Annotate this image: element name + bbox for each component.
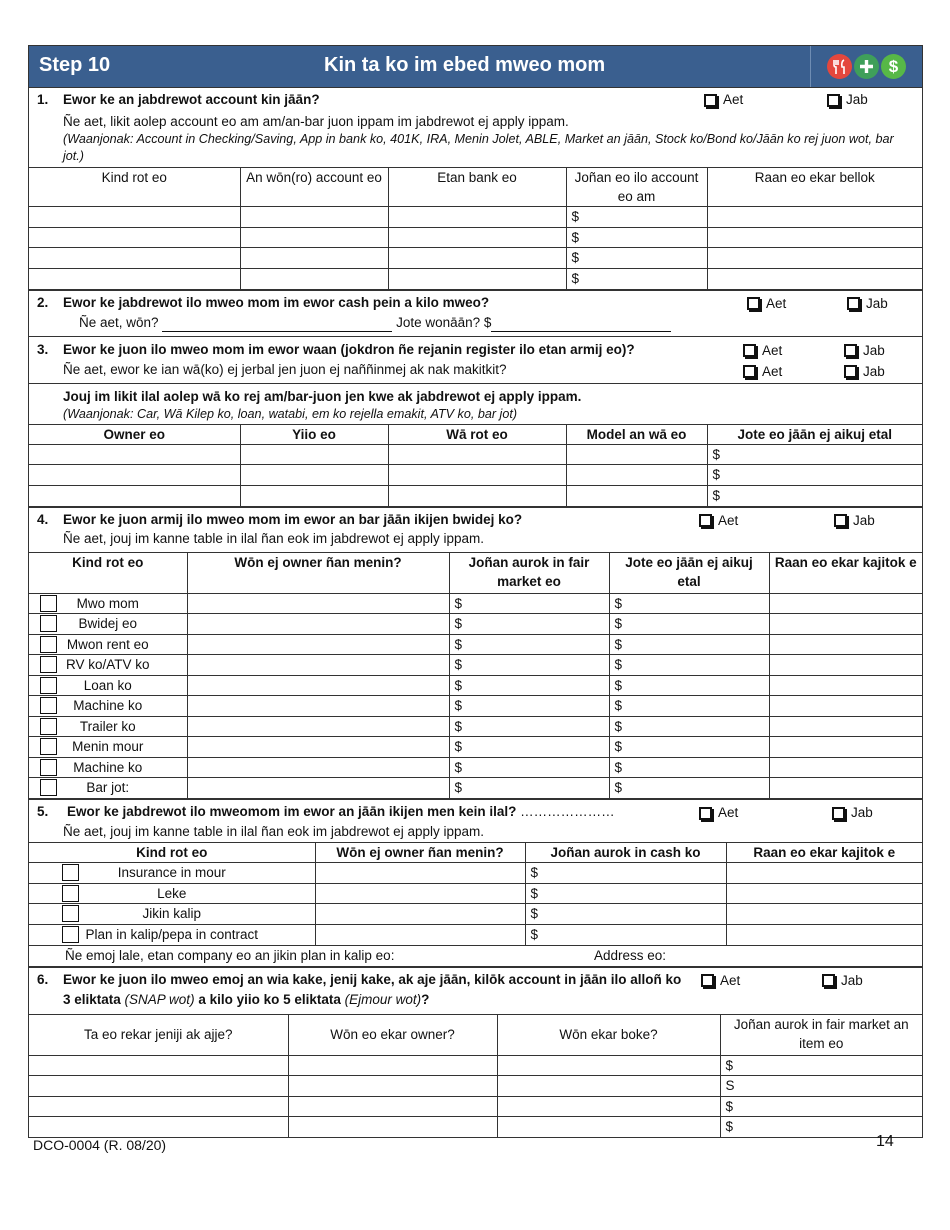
q6-text-part: a kilo yiio ko 5 eliktata: [194, 991, 345, 1007]
question-1-text: Ewor ke an jabdrewot account kin jāān?: [63, 92, 320, 107]
checkbox-icon: [747, 297, 760, 310]
checkbox-icon: [822, 974, 835, 987]
row-checkbox[interactable]: [40, 779, 57, 796]
checkbox-icon: [699, 514, 712, 527]
table-cell[interactable]: [240, 248, 388, 269]
row-checkbox[interactable]: [62, 864, 79, 881]
value-cell[interactable]: $: [449, 634, 609, 655]
yes-label: Aet: [762, 363, 783, 379]
owner-cell[interactable]: [315, 883, 525, 904]
table-cell[interactable]: [29, 1117, 288, 1138]
owed-cell[interactable]: $: [609, 778, 769, 799]
table-cell[interactable]: [288, 1117, 497, 1138]
q5-no-checkbox[interactable]: [832, 803, 873, 823]
type-cell: [29, 675, 187, 696]
owed-cell[interactable]: $: [609, 696, 769, 717]
type-cell: [29, 737, 187, 758]
row-checkbox[interactable]: [40, 697, 57, 714]
amount-cell[interactable]: $: [720, 1096, 922, 1117]
amount-label: Jote wonāān? $: [396, 314, 492, 330]
question-number: 2.: [37, 294, 49, 310]
q6-no-checkbox[interactable]: [822, 971, 863, 991]
owner-cell[interactable]: [315, 924, 525, 945]
checkbox-icon: [699, 807, 712, 820]
row-checkbox[interactable]: [40, 677, 57, 694]
table-cell[interactable]: [497, 1117, 720, 1138]
q3b-yes-checkbox[interactable]: [743, 362, 782, 382]
question-number: 1.: [37, 92, 49, 107]
column-header: Owner eo: [29, 424, 240, 444]
row-checkbox[interactable]: [62, 926, 79, 943]
date-cell[interactable]: [726, 863, 922, 884]
table-cell[interactable]: [707, 227, 922, 248]
amount-cell[interactable]: $: [707, 485, 922, 506]
date-cell[interactable]: [769, 655, 922, 676]
owed-cell[interactable]: $: [609, 655, 769, 676]
date-cell[interactable]: [769, 716, 922, 737]
table-row: [29, 737, 922, 758]
table-row: [29, 778, 922, 799]
date-cell[interactable]: [726, 924, 922, 945]
table-row: [29, 1117, 922, 1138]
no-label: Jab: [851, 805, 873, 820]
column-header: Raan eo ekar kajitok e: [769, 552, 922, 593]
form-code: DCO-0004 (R. 08/20): [33, 1137, 167, 1153]
table-cell[interactable]: [388, 268, 566, 289]
column-header: Kind rot eo: [29, 843, 315, 863]
table-row: [29, 655, 922, 676]
amount-cell[interactable]: $: [707, 465, 922, 486]
dollar-icon: $: [881, 54, 906, 79]
asset-type-label: Leke: [157, 885, 187, 901]
owed-cell[interactable]: $: [609, 614, 769, 635]
q4-instruction: Ñe aet, jouj im kanne table in ilal ñan eok im jabdrewot ej apply ippam.: [63, 530, 484, 546]
column-header: Joñan eo ilo account eo am: [566, 168, 707, 207]
column-header: Wōn ekar boke?: [497, 1014, 720, 1055]
table-cell[interactable]: [29, 227, 240, 248]
q2-yes-checkbox[interactable]: [747, 294, 786, 314]
checkbox-icon: [844, 365, 857, 378]
column-header: Joñan aurok in fair market an item eo: [720, 1014, 922, 1055]
checkbox-icon: [701, 974, 714, 987]
property-type-label: Trailer ko: [79, 718, 136, 734]
property-type-label: Mwon rent eo: [66, 636, 149, 652]
table-cell[interactable]: [29, 465, 240, 486]
question-number: 5.: [37, 804, 49, 819]
table-row: [29, 268, 922, 289]
address-label: Address eo:: [594, 947, 667, 963]
checkbox-icon: [743, 344, 756, 357]
checkbox-icon: [704, 94, 717, 107]
table-row: [29, 593, 922, 614]
q3-example: (Waanjonak: Car, Wā Kilep ko, loan, watabi, em ko rejella emakit, ATV ko, bar jot): [63, 406, 518, 421]
date-cell[interactable]: [769, 778, 922, 799]
amount-cell[interactable]: $: [720, 1055, 922, 1076]
cash-value-cell[interactable]: $: [525, 883, 726, 904]
value-cell[interactable]: $: [449, 614, 609, 635]
type-cell: [29, 614, 187, 635]
no-label: Jab: [866, 295, 888, 311]
table-row: [29, 444, 922, 465]
table-cell[interactable]: [388, 248, 566, 269]
type-cell: [29, 883, 315, 904]
table-cell[interactable]: [29, 248, 240, 269]
table-row: [29, 227, 922, 248]
table-cell[interactable]: [388, 227, 566, 248]
question-1-section: [29, 88, 922, 290]
q6-yes-checkbox[interactable]: [701, 971, 740, 991]
column-header: Wōn ej owner ñan menin?: [315, 843, 525, 863]
table-cell[interactable]: [29, 485, 240, 506]
property-type-label: Machine ko: [73, 698, 143, 713]
asset-type-label: Plan in kalip/pepa in contract: [85, 926, 259, 942]
form-title: Kin ta ko im ebed mweo mom: [324, 54, 606, 76]
date-cell[interactable]: [769, 737, 922, 758]
type-cell: [29, 904, 315, 925]
table-cell[interactable]: [388, 485, 566, 506]
no-label: Jab: [841, 972, 863, 988]
question-5-section: [29, 799, 922, 967]
no-label: Jab: [863, 363, 885, 379]
property-type-label: Machine ko: [73, 759, 143, 775]
table-cell[interactable]: [288, 1055, 497, 1076]
step-header: [29, 46, 922, 88]
column-header: Etan bank eo: [388, 168, 566, 207]
question-2-text: Ewor ke jabdrewot ilo mweo mom im ewor cash pein a kilo mweo?: [63, 294, 490, 310]
yes-label: Aet: [718, 805, 739, 820]
table-cell[interactable]: [240, 207, 388, 228]
q1-no-checkbox[interactable]: [827, 90, 868, 110]
row-checkbox[interactable]: [62, 905, 79, 922]
column-header: Raan eo ekar bellok: [707, 168, 922, 207]
table-row: [29, 696, 922, 717]
owner-cell[interactable]: [187, 778, 449, 799]
owner-cell[interactable]: [187, 634, 449, 655]
type-cell: [29, 757, 187, 778]
table-cell[interactable]: [240, 268, 388, 289]
row-checkbox[interactable]: [40, 718, 57, 735]
checkbox-icon: [847, 297, 860, 310]
table-cell[interactable]: [707, 248, 922, 269]
no-label: Jab: [863, 342, 885, 358]
amount-cell[interactable]: $: [720, 1117, 922, 1138]
row-checkbox[interactable]: [40, 759, 57, 776]
vehicles-table: [29, 424, 922, 506]
amount-cell[interactable]: $: [707, 444, 922, 465]
date-cell[interactable]: [769, 614, 922, 635]
amount-cell[interactable]: $: [566, 207, 707, 228]
q5-leader-dots: …………………: [520, 804, 615, 819]
table-row: [29, 675, 922, 696]
column-header: Wōn ej owner ñan menin?: [187, 552, 449, 593]
row-checkbox[interactable]: [40, 656, 57, 673]
date-cell[interactable]: [726, 883, 922, 904]
amount-cell[interactable]: $: [566, 268, 707, 289]
q1-yes-checkbox[interactable]: [704, 90, 743, 110]
who-label: Ñe aet, wōn?: [79, 314, 159, 330]
q3-yes-checkbox[interactable]: [743, 341, 782, 361]
yes-label: Aet: [762, 342, 783, 358]
table-cell[interactable]: [29, 444, 240, 465]
table-cell[interactable]: [566, 485, 707, 506]
date-cell[interactable]: [726, 904, 922, 925]
value-cell[interactable]: $: [449, 655, 609, 676]
form-page: [28, 45, 923, 1138]
table-cell[interactable]: [29, 1076, 288, 1097]
type-cell: [29, 634, 187, 655]
property-table: [29, 552, 922, 799]
cash-value-cell[interactable]: $: [525, 863, 726, 884]
table-row: [29, 614, 922, 635]
owed-cell[interactable]: $: [609, 593, 769, 614]
who-field[interactable]: [162, 331, 392, 332]
table-cell[interactable]: [29, 268, 240, 289]
amount-field[interactable]: [491, 331, 671, 332]
checkbox-icon: [827, 94, 840, 107]
table-cell[interactable]: [388, 465, 566, 486]
q3-sub-question: Ñe aet, ewor ke ian wā(ko) ej jerbal jen juon ej naññinmej ak nak makitkit?: [63, 361, 507, 377]
checkbox-icon: [832, 807, 845, 820]
row-checkbox[interactable]: [40, 615, 57, 632]
property-type-label: Bar jot:: [86, 780, 130, 795]
property-type-label: Loan ko: [83, 677, 132, 693]
table-cell[interactable]: [707, 268, 922, 289]
type-cell: [29, 716, 187, 737]
q5-instruction: Ñe aet, jouj im kanne table in ilal ñan eok im jabdrewot ej apply ippam.: [63, 824, 484, 839]
table-cell[interactable]: [29, 207, 240, 228]
column-header: Wā rot eo: [388, 424, 566, 444]
question-4-text: Ewor ke juon armij ilo mweo mom im ewor an bar jāān ikijen bwidej ko?: [63, 511, 523, 527]
q2-answer-line: [29, 313, 922, 332]
owner-cell[interactable]: [315, 863, 525, 884]
table-row: [29, 883, 922, 904]
company-label: Ñe emoj lale, etan company eo an jikin plan in kalip eo:: [65, 947, 395, 963]
q4-yes-checkbox[interactable]: [699, 511, 738, 531]
table-cell[interactable]: [497, 1096, 720, 1117]
table-row: [29, 924, 922, 945]
column-header: Ta eo rekar jeniji ak ajje?: [29, 1014, 288, 1055]
owner-cell[interactable]: [187, 716, 449, 737]
q3-no-checkbox[interactable]: [844, 341, 885, 361]
owner-cell[interactable]: [187, 655, 449, 676]
step-label: Step 10: [39, 54, 111, 76]
table-row: [29, 1076, 922, 1097]
owner-cell[interactable]: [187, 593, 449, 614]
question-5-text: Ewor ke jabdrewot ilo mweomom im ewor an jāān ikijen men kein ilal?: [67, 804, 517, 819]
question-3-section: [29, 337, 922, 507]
plus-icon: [854, 54, 879, 79]
yes-label: Aet: [718, 512, 739, 528]
table-cell[interactable]: [288, 1096, 497, 1117]
amount-cell[interactable]: $: [566, 248, 707, 269]
table-cell[interactable]: [497, 1055, 720, 1076]
column-header: Raan eo ekar kajitok e: [726, 843, 922, 863]
date-cell[interactable]: [769, 757, 922, 778]
table-row: [29, 1055, 922, 1076]
type-cell: [29, 924, 315, 945]
row-checkbox[interactable]: [40, 595, 57, 612]
row-checkbox[interactable]: [62, 885, 79, 902]
question-3-text: Ewor ke juon ilo mweo mom im ewor waan (jokdron ñe rejanin register ilo etan armij eo)?: [63, 341, 635, 357]
amount-cell[interactable]: S: [720, 1076, 922, 1097]
value-cell[interactable]: $: [449, 737, 609, 758]
owner-cell[interactable]: [187, 696, 449, 717]
owed-cell[interactable]: $: [609, 634, 769, 655]
owner-cell[interactable]: [315, 904, 525, 925]
checkbox-icon: [834, 514, 847, 527]
property-type-label: Bwidej eo: [78, 616, 138, 631]
column-header: Kind rot eo: [29, 552, 187, 593]
q1-instruction: Ñe aet, likit aolep account eo am am/an-bar juon ippam im jabdrewot ej apply ippam.: [63, 114, 569, 129]
table-row: [29, 207, 922, 228]
amount-cell[interactable]: $: [566, 227, 707, 248]
table-cell[interactable]: [566, 444, 707, 465]
table-cell[interactable]: [707, 207, 922, 228]
cash-value-cell[interactable]: $: [525, 924, 726, 945]
table-cell[interactable]: [240, 465, 388, 486]
transfers-table: [29, 1014, 922, 1138]
question-4-section: [29, 507, 922, 800]
column-header: Kind rot eo: [29, 168, 240, 207]
column-header: An wōn(ro) account eo: [240, 168, 388, 207]
asset-type-label: Insurance in mour: [117, 865, 226, 880]
checkbox-icon: [743, 365, 756, 378]
owed-cell[interactable]: $: [609, 757, 769, 778]
q2-no-checkbox[interactable]: [847, 294, 888, 314]
q6-text-part: ?: [421, 991, 430, 1007]
date-cell[interactable]: [769, 696, 922, 717]
column-header: Yiio eo: [240, 424, 388, 444]
type-cell: [29, 778, 187, 799]
type-cell: [29, 696, 187, 717]
owed-cell[interactable]: $: [609, 737, 769, 758]
q1-example: (Waanjonak: Account in Checking/Saving, App in bank ko, 401K, IRA, Menin Jolet, ABLE, Market an jāān, Stock ko/Bond ko/Jāān ko rej juon wot, bar jot.): [63, 132, 894, 163]
fork-knife-icon: [827, 54, 852, 79]
row-checkbox[interactable]: [40, 738, 57, 755]
table-row: [29, 485, 922, 506]
table-row: [29, 904, 922, 925]
yes-label: Aet: [720, 972, 741, 988]
q5-yes-checkbox[interactable]: [699, 803, 738, 823]
q4-no-checkbox[interactable]: [834, 511, 875, 531]
q6-snap-note: (SNAP wot): [124, 991, 195, 1007]
question-number: 6.: [37, 971, 49, 987]
table-row: [29, 1096, 922, 1117]
question-6-text: [63, 972, 681, 1007]
property-type-label: Mwo mom: [76, 595, 139, 611]
insurance-table: [29, 842, 922, 945]
row-checkbox[interactable]: [40, 636, 57, 653]
owner-cell[interactable]: [187, 614, 449, 635]
table-cell[interactable]: [29, 1096, 288, 1117]
type-cell: [29, 863, 315, 884]
table-cell[interactable]: [240, 485, 388, 506]
checkbox-icon: [844, 344, 857, 357]
table-cell[interactable]: [240, 227, 388, 248]
owed-cell[interactable]: $: [609, 716, 769, 737]
question-number: 4.: [37, 511, 49, 527]
date-cell[interactable]: [769, 593, 922, 614]
no-label: Jab: [846, 92, 868, 107]
cash-value-cell[interactable]: $: [525, 904, 726, 925]
owner-cell[interactable]: [187, 675, 449, 696]
question-2-section: [29, 290, 922, 337]
table-cell[interactable]: [388, 207, 566, 228]
yes-label: Aet: [766, 295, 787, 311]
column-header: Jote eo jāān ej aikuj etal: [609, 552, 769, 593]
column-header: Joñan aurok in cash ko: [525, 843, 726, 863]
table-cell[interactable]: [240, 444, 388, 465]
table-row: [29, 465, 922, 486]
value-cell[interactable]: $: [449, 696, 609, 717]
value-cell[interactable]: $: [449, 778, 609, 799]
accounts-table: [29, 167, 922, 289]
table-cell[interactable]: [388, 444, 566, 465]
page-number: 14: [876, 1133, 894, 1150]
value-cell[interactable]: $: [449, 716, 609, 737]
q6-text-part: Ewor ke juon ilo mweo emoj an wia kake, jenij kake, ak aje jāān, kilōk account in jāān ilo alloñ ko 3 eliktata: [63, 971, 682, 1007]
column-header: Joñan aurok in fair market eo: [449, 552, 609, 593]
table-row: [29, 757, 922, 778]
value-cell[interactable]: $: [449, 675, 609, 696]
question-6-section: [29, 967, 922, 1138]
no-label: Jab: [853, 512, 875, 528]
question-number: 3.: [37, 341, 49, 357]
yes-label: Aet: [723, 92, 744, 107]
column-header: Model an wā eo: [566, 424, 707, 444]
date-cell[interactable]: [769, 634, 922, 655]
q5-note-row: [29, 945, 922, 966]
table-cell[interactable]: [29, 1055, 288, 1076]
q6-health-note: (Ejmour wot): [344, 991, 422, 1007]
table-row: [29, 248, 922, 269]
date-cell[interactable]: [769, 675, 922, 696]
table-cell[interactable]: [566, 465, 707, 486]
type-cell: [29, 593, 187, 614]
table-row: [29, 634, 922, 655]
property-type-label: RV ko/ATV ko: [65, 657, 150, 672]
table-row: [29, 863, 922, 884]
type-cell: [29, 655, 187, 676]
table-cell[interactable]: [288, 1076, 497, 1097]
program-logo: [810, 46, 922, 87]
table-row: [29, 716, 922, 737]
owner-cell[interactable]: [187, 737, 449, 758]
value-cell[interactable]: $: [449, 757, 609, 778]
owner-cell[interactable]: [187, 757, 449, 778]
column-header: Wōn eo ekar owner?: [288, 1014, 497, 1055]
value-cell[interactable]: $: [449, 593, 609, 614]
owed-cell[interactable]: $: [609, 675, 769, 696]
asset-type-label: Jikin kalip: [142, 906, 202, 921]
table-cell[interactable]: [497, 1076, 720, 1097]
q3b-no-checkbox[interactable]: [844, 362, 885, 382]
q3-list-title: Jouj im likit ilal aolep wā ko rej am/bar-juon jen kwe ak jabdrewot ej apply ippam.: [63, 388, 582, 404]
property-type-label: Menin mour: [72, 739, 144, 754]
column-header: Jote eo jāān ej aikuj etal: [707, 424, 922, 444]
